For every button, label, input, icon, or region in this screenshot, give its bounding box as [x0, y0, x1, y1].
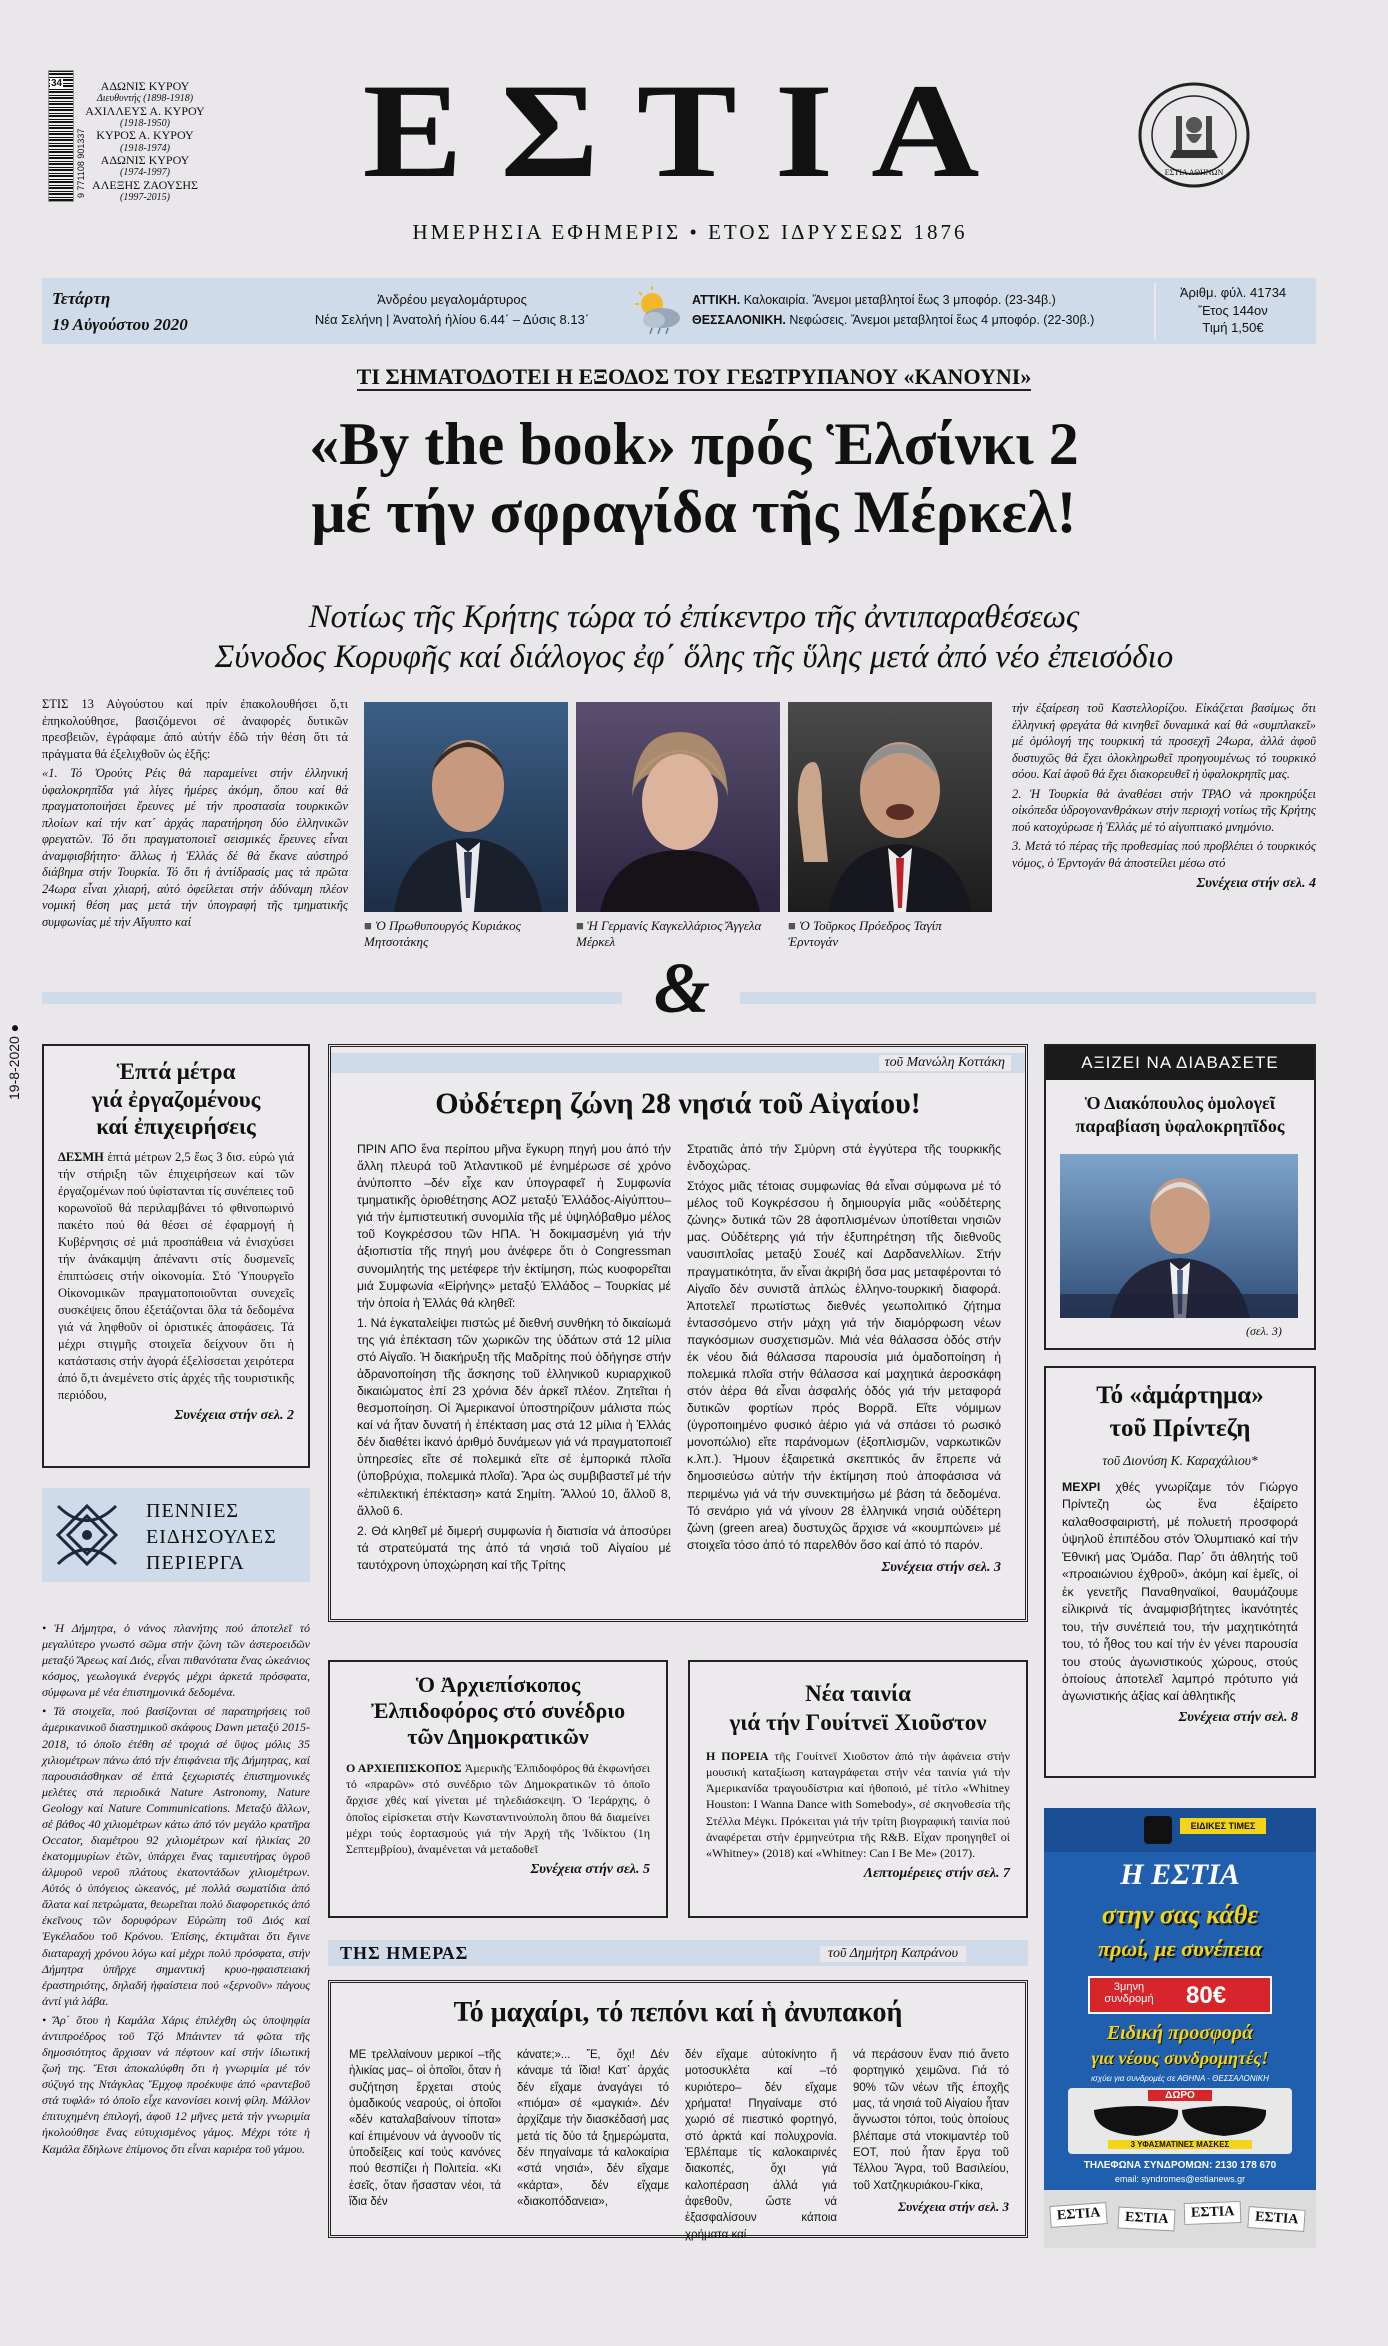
buffer-zone-article [328, 1044, 1028, 1622]
pennies-ornament-icon [54, 1502, 120, 1568]
houston-body: Η ΠΟΡΕΙΑ τῆς Γουίτνεϊ Χιοῦστον ἀπό τήν ἀφάνεια στήν μουσική καταξίωση καταγράφεται στήν νέα ταινία γιά τήν Ἀμερικανίδα τραγουδίστρια καί ἠθοποιό, μέ τίτλο «Whitney Houston: I Wanna Dance with Somebody», σέ σκηνοθεσία τῆς Στέλλα Μέγκι. Πρόκειται γιά τήν τρίτη βιογραφική ταινία πού ἀναφέρεται στήν ἐρμηνεύτρια τῆς R&B. Εἶχαν προηγηθεῖ οἱ «Whitney» (2018) καί «Whitney: Can I Be Me» (2017). [706, 1748, 1011, 1861]
ad-line-2: στην σας κάθε [1101, 1900, 1259, 1929]
continued-link[interactable]: Λεπτομέρειες στήν σελ. 7 [863, 1865, 1010, 1881]
printezis-body: ΜΕΧΡΙ χθές γνωρίζαμε τόν Γιώργο Πρίντεζη ὡς ἕνα ἐξαίρετο καλαθοσφαιριστή, μέ πολυετή προσφορά ὑψηλοῦ ἐπιπέδου στόν Ὀλυμπιακό καί τήν Ἐθνική μας Ὁμάδα. Παρ΄ ὅτι ἀθλητής τοῦ «προαιώνιου ἐχθροῦ», ἀκόμη καί ἐμεῖς, οἱ ἐκ γενετῆς Παναθηναϊκοί, θαυμάζουμε εἰλικρινά τίς ἀναμφισβήτητες ἱκανότητές του, τήν συνέπειά του, τήν μαχητικότητά του, τό ἦθος του καί τήν ἐν γένει παρουσία του στούς ἀγωνιστικούς χώρους, στούς ὁποίους ἀποτελεῖ λαμπρό πρότυπο γιά ἀγωνιστικής ἀξίας καί ἀθλητικῆς [1062, 1480, 1298, 1704]
ad-line-1: Η ΕΣΤΙΑ [1120, 1858, 1240, 1891]
issue-info: Ἀριθμ. φύλ. 41734 Ἔτος 144ον Τιμή 1,50€ [1154, 282, 1310, 340]
today-article [328, 1980, 1028, 2241]
buffer-zone-byline: τοῦ Μανώλη Κοττάκη [879, 1055, 1011, 1071]
lead-subheadline: Νοτίως τῆς Κρήτης τώρα τό ἐπίκεντρο τῆς ἀντιπαραθέσεως Σύνοδος Κορυφῆς καί διάλογος ἐφ΄ ὅλης τῆς ὕλης μετά ἀπό νέο ἐπεισόδιο [214, 599, 1174, 675]
seal-emblem [1136, 80, 1252, 190]
must-read-label: ΑΞΙΖΕΙ ΝΑ ΔΙΑΒΑΣΕΤΕ [1046, 1046, 1314, 1080]
ad-gift-panel [1068, 2088, 1292, 2154]
pennies-body: • Ἡ Δήμητρα, ὁ νάνος πλανήτης πού ἀποτελεῖ τό μεγαλύτερο γνωστό σῶμα στήν ζώνη τῶν ἀστεροειδῶν μεταξύ Ἄρεως καί Διός, εἶναι πιθανότατα ἕνας ὠκεάνιος κόσμος, γεωλογικά ἐνεργός μέχρι ἀρκετά πρόσφατα, σύμφωνα μέ νέα ἐπιστημονικά δεδομένα. • Τά στοιχεῖα, πού βασίζονται σέ παρατηρήσεις τοῦ ἀμερικανικοῦ διαστημικοῦ σκάφους Dawn μεταξύ 2015-2018, τό ὁποῖο ἐτέθη σέ τροχιά σέ ὕψος μόλις 35 χιλιομέτρων πάνω ἀπό τήν ἐπιφάνεια τῆς Δήμητρας, καί παρουσιάσθηκαν σέ ἑπτά ξεχωριστές ἐπιστημονικές μελέτες στά περιοδικά Nature Astronomy, Nature Geology καί Nature Communications. Μεταξύ ἄλλων, σέ βάθος 40 χιλιομέτρων κάτω ἀπό τόν μεγάλο κρατῆρα Occator, διαμέτρου 92 χιλιομέτρων καί ἡλικίας 20 ἑκατομμυρίων ἐτῶν, ὑπάρχει ἕνας ταμιευτήρας ὑγροῦ ἁλμυροῦ νεροῦ πλάτους ἑκατοντάδων χιλιομέτρων. Αὐτός ὁ ὑπόγειος ὠκεανός, μέ πολλά σωματίδια ἀπό ἅλατα καί πετρώματα, θεωρεῖται πολύ διαφορετικός ἀπό ἐκεῖνους τῶν δορυφόρων Εὐρώπη τοῦ Διός καί Ἐγκέλαδου τοῦ Κρόνου. Ἐπίσης, ἐκτιμᾶται ὅτι ἔγινε διαταραχή χρόνου λόγω καί μέχρι πολύ πρόσφατα, στήν Δήμητρα ὑπῆρχε σημαντική κρυο-ηφαιστειακή ἐραστηριότης, δηλαδή ἠφαίστεια πού «ξερνοῦν» πάγους ἀντί γιά λάβα. • Ἄρ΄ ὅτου ἡ Καμάλα Χάρις ἐπιλέχθη ὡς ὑποψηφία ἀντιπροέδρος τοῦ Τζό Μπάιντεν τά φῶτα τῆς δημοσιότητος ἄρχισαν νά πέφτουν καί στήν ἰδιωτική ζωή της. Ἔτσι ἀποκαλύφθη ὅτι ἡ γνωριμία μέ τόν σύζυγό της Ντάγκλας Ἔμχοφ προέκυψε ἀπό «ραντεβοῦ στά τυφλά» τό ὁποῖο εἶχε κανονίσει κοινή φίλη. Μάλλον ἐπιτυχημένη ἐπιλογή, ἀφοῦ 12 μῆνες μετά τήν γνωριμία ἠκολούθησε ἕνας εὐτυχισμένος γάμος. Μέχρι τότε ἡ Καμάλα ἔδηλωνε ἐπίμονος ὅτι εἶναι καριέρα τοῦ γάμου. [42, 1621, 310, 2156]
archbishop-title: Ὁ Ἀρχιεπίσκοπος Ἐλπιδοφόρος στό συνέδριο τῶν Δημοκρατικῶν [370, 1672, 626, 1749]
houston-title: Νέα ταινία γιά τήν Γουίτνεϊ Χιοῦστον [729, 1681, 987, 1735]
ad-newspaper-strip [1044, 2190, 1316, 2248]
ad-price-box [1088, 1976, 1272, 2014]
issue-badge: 34 [51, 78, 63, 89]
weather-block: ΑΤΤΙΚΗ. Καλοκαιρία. Ἄνεμοι μεταβλητοί ἕως 3 μποφόρ. (23-34β.) ΘΕΣΣΑΛΟΝΙΚΗ. Νεφώσεις. Ἄνεμοι μεταβλητοί ἕως 4 μποφόρ. (22-30β.) [692, 293, 1095, 327]
seal-text: ΕΣΤΙΑ ΑΘΗΝΩΝ [1164, 168, 1224, 177]
founder: ΑΧΙΛΛΕΥΣ Α. ΚΥΡΟΥ (1918-1950) [85, 103, 205, 130]
subscription-ad[interactable] [1044, 1808, 1316, 2248]
founder: ΚΥΡΟΣ Α. ΚΥΡΟΥ (1918-1974) [96, 128, 194, 154]
lead-left-column: ΣΤΙΣ 13 Αὐγούστου καί πρίν ἐπακολουθήσει ὅ,τι ἐπηκολούθησε, βασιζόμενοι σέ ἀναφορές δυτικῶν πρεσβειῶν, ἐγράφαμε ἀπό αὐτήν ἐδῶ τήν θέση ὅτι τά πράγματα θά ἐξελιχθοῦν ὡς ἑξῆς: «1. Τό Ὀρούτς Ρέις θά παραμείνει στήν ἑλληνική ὑφαλοκρηπῖδα γιά λίγες ἡμέρες ἀκόμη, ὅπου καί θά πραγματοποιήσει ἔρευνες μέ τήν προστασία τουρκικῶν πλοίων καί τήν κατ΄ ἀρχάς παρατήρηση δύο ἑλληνικῶν φρεγατῶν. Τό ὅτι πραγματοποιεῖ σεισμικές ἔρευνες εἶναι ἀναμφισβήτητο· ἄλλως ἡ Ἑλλάς δέ θά ἔκανε αὐστηρό διάβημα στήν Τουρκία. Τό ὅτι ἡ ἀντίδρασίς μας τά πρῶτα 24ωρα εἶναι χλιαρή, αὐτό ὀφείλεται στήν ἀδύναμη πλέον νομική θέση μας μετά τήν ὑπογραφή τῆς τμηματικῆς συμφωνίας μέ τήν Αἴγυπτο καί [42, 697, 348, 929]
buffer-zone-title: Οὐδέτερη ζώνη 28 νησιά τοῦ Αἰγαίου! [435, 1087, 921, 1120]
ad-gift-item: 3 ΥΦΑΣΜΑΤΙΝΕΣ ΜΑΣΚΕΣ [1108, 2140, 1252, 2149]
ad-strip-paper: ΕΣΤΙΑ [1184, 2201, 1242, 2225]
measures-title: Ἑπτά μέτρα γιά ἐργαζομένους καί ἐπιχειρήσεις [91, 1059, 261, 1140]
barcode-number: 9 771108 901337 [76, 128, 86, 198]
photo-caption-mitsotakis: ■ Ὁ Πρωθυπουργός Κυριάκος Μητσοτάκης [364, 918, 521, 950]
continued-link[interactable]: Συνέχεια στήν σελ. 8 [1178, 1709, 1298, 1725]
photo-caption-erdogan: ■ Ὁ Τοῦρκος Πρόεδρος Ταγίπ Ἐρντογάν [788, 918, 942, 950]
ad-phone[interactable]: ΤΗΛΕΦΩΝΑ ΣΥΝΔΡΟΜΩΝ: 2130 178 670 [1083, 2160, 1277, 2171]
lead-kicker: ΤΙ ΣΗΜΑΤΟΔΟΤΕΙ Η ΕΞΟΔΟΣ ΤΟΥ ΓΕΩΤΡΥΠΑΝΟΥ «ΚΑΝΟΥΝΙ» [356, 364, 1032, 389]
printezis-title: Τό «ἁμάρτημα» τοῦ Πρίντεζη [1096, 1382, 1264, 1442]
ad-price: 80€ [1186, 1982, 1227, 2009]
continued-link[interactable]: Συνέχεια στήν σελ. 2 [174, 1407, 294, 1423]
pennies-title: ΠΕΝΝΙΕΣ ΕΙΔΗΣΟΥΛΕΣ ΠΕΡΙΕΡΓΑ [146, 1500, 277, 1574]
ad-line-3: πρωί, με συνέπεια [1098, 1936, 1262, 1961]
date-block: Τετάρτη 19 Αὐγούστου 2020 [52, 289, 188, 334]
founder: ΑΔΩΝΙΣ ΚΥΡΟΥ Διευθυντής (1898-1918) [96, 79, 194, 105]
ad-gift-label: ΔΩΡΟ [1148, 2090, 1212, 2101]
ad-price-label: 3μηνη συνδρομή [1104, 1981, 1154, 2006]
lead-headline: «By the book» πρός Ἑλσίνκι 2 μέ τήν σφραγίδα τῆς Μέρκελ! [309, 411, 1079, 546]
ad-strip-paper: ΕΣΤΙΑ [1117, 2207, 1175, 2232]
masthead [40, 56, 1350, 260]
archbishop-body: Ο ΑΡΧΙΕΠΙΣΚΟΠΟΣ Ἀμερικῆς Ἐλπιδοφόρος θά ἐκφωνήσει τό «πραρῶν» στό συνέδριο τῶν Δημοκρατικῶν τό ὁποῖο ἄρχισε χθές καί γίνεται μέ τηλεδιάσκεψη. Ὁ Ἱεράρχης, ὁ ὁποῖος εἰρίσκεται στήν Κωνσταντινούπολη ὅπου θά διαμείνει μέχρι τούς ἑορτασμούς γιά τήν Ἀρχή τῆς Ἰνδίκτου (1η Σεπτεμβρίου), ἀναμένεται νά μεταδοθεῖ [346, 1760, 651, 1857]
ad-strip-paper: ΕΣΤΙΑ [1247, 2206, 1306, 2232]
newspaper-subtitle: ΗΜΕΡΗΣΙΑ ΕΦΗΜΕΡΙΣ • ΕΤΟΣ ΙΔΡΥΣΕΩΣ 1876 [412, 220, 968, 244]
photo-caption-merkel: ■ Ἡ Γερμανίς Καγκελλάριος Ἄγγελα Μέρκελ [576, 918, 762, 950]
continued-link[interactable]: Συνέχεια στήν σελ. 3 [898, 2198, 1009, 2214]
must-read-photo-caption: (σελ. 3) [1246, 1324, 1282, 1338]
photo-mitsotakis [364, 702, 568, 912]
pennies-header [42, 1488, 310, 1582]
lead-right-column: τήν ἐξαίρεση τοῦ Καστελλορίζου. Εἰκάζεται βασίμως ὅτι ἑλληνική φρεγάτα θά κινηθεῖ δυναμικά καί θά «συμπλακεῖ» μέ ὁμόλογή της τουρκική τά προσεχῆ 24ωρα, ἀλλά ἀφοῦ δυστυχῶς θά ἔχει ὁλοκληρωθεῖ προηγουμένως τό τουρκικό σόου. Καί ἀφοῦ θά ἔχει διακορευθεῖ ἡ ὑφαλοκρηπῖς μας. 2. Ἡ Τουρκία θά ἀναθέσει στήν TPAO νά προκηρύξει οἰκόπεδα ὑδρογονανθράκων στήν περιοχή νοτίως τῆς Κρήτης πού κατοχύρωσε ἡ Ἑλλάς μέ τό αἰγυπτιακό μνημόνιο. 3. Μετά τό πέρας τῆς προθεσμίας πού προβλέπει ὁ τουρκικός νόμος, ὁ Ἐρντογάν θά ἀποστείλει μέσω στό Συνέχεια στήν σελ. 4 [1012, 700, 1316, 893]
newspaper-title: ΕΣΤΙΑ [362, 56, 1018, 206]
almanac-block: Ἀνδρέου μεγαλομάρτυρος Νέα Σελήνη | Ἀνατολή ἡλίου 6.44΄ – Δύσις 8.13΄ [314, 292, 590, 328]
founder: ΑΛΕΞΗΣ ΖΑΟΥΣΗΣ (1997-2015) [92, 177, 198, 203]
measures-article [42, 1044, 310, 1468]
today-byline: τοῦ Δημήτρη Καπράνου [820, 1946, 966, 1962]
continued-link[interactable]: Συνέχεια στήν σελ. 5 [530, 1861, 650, 1877]
founders-list [80, 80, 210, 203]
ad-logo-icon [1144, 1816, 1172, 1844]
measures-body: ΔΕΣΜΗ ἑπτά μέτρων 2,5 ἕως 3 δισ. εὐρώ γιά τήν στήριξη τῶν ἐπιχειρήσεων καί τῶν ἐργαζομένων πού ὑφίστανται τίς συνέπειες τοῦ κορωνοϊοῦ θά περιλαμβάνει τό φθινοπωρινό πακέτο πού θά θέσει σέ ἐφαρμογή ἡ Κυβέρνησις σέ μιά προσπάθεια νά ἐνισχύσει τήν ἀνάκαμψη ἀπέναντι στίς δυσμενεῖς ἐπιπτώσεις στήν οἰκονομία. Στό Ὑπουργεῖο Οἰκονομικῶν πραγματοποιοῦνται συνεχεῖς συσκέψεις ὅπου ἐξετάζονται ὅλα τά δεδομένα γιά νά ληφθοῦν οἱ ὁριστικές ἀποφάσεις. Τά μέχρι στιγμῆς στοιχεῖα δείχνουν ὅτι ἡ κατάστασις στήν ἀγορά ἐξελίσσεται χειρότερα ἀπό ὅ,τι ἀνεμένετο στίς ἀρχές τῆς τουριστικῆς περιόδου, [58, 1149, 295, 1402]
founder: ΑΔΩΝΙΣ ΚΥΡΟΥ (1974-1997) [100, 152, 190, 179]
barcode [48, 70, 74, 202]
today-title: Τό μαχαίρι, τό πεπόνι καί ἡ ἀνυπακοή [453, 1997, 903, 2028]
section-divider-right [740, 992, 1316, 1004]
photo-erdogan [788, 702, 992, 912]
houston-article [688, 1660, 1028, 1918]
ad-strip-paper: ΕΣΤΙΑ [1049, 2202, 1108, 2228]
buffer-zone-col2: Στρατιᾶς ἀπό τήν Σμύρνη στά ἐγγύτερα τῆς τουρκικῆς ἐνδοχώρας. Στόχος μιᾶς τέτοιας συμφωνίας θά εἶναι σύμφωνα μέ τό μέλος τοῦ Κογκρέσσου ἡ δημιουργία μιᾶς «οὐδέτερης ζώνης» δυτικά τῶν 28 ἀφοπλισμένων ὑποτίθεται νησιῶν μας. Οὐδέτερης γιά τήν ἐξυπηρέτηση τῆς διεθνοῦς ναυσιπλοΐας μεταξύ Σουέζ καί Δαρδανελλίων. Στήν πραγματικότητα, ἄν εἶναι ἀκριβή ὅσα μας μεταφέρονται τό Αἰγαῖο δέν συνιστᾶ ἁπλώς ἑλληνο-τουρκική διαφορά. Ἀποτελεῖ πρωτίστως διεθνές γεωπολιτικό ζήτημα ἐντασσόμενο στήν μάχη γιά τήν διαμόρφωση νέων παγκόσμιων συσχετισμῶν. Μιά νέα θάλασσα ὁδός στήν ἐκ νέου διά θάλασσα παρουσία μιά ὁμαδοποίηση ἡ πολεμικά πλοῖα στήν θάλασσα καί μαχητικά ἀεροσκάφη στόν ἀέρα θά εἶναι ἀσφαλής ὁδός γιά τήν μεταφορά δυτικῶν φορτίων πρός Βορρᾶ. Εἴτε νόμιμων (ὑγροποιημένο φυσικό ἀέριο γιά νά σπάσει τό ρωσικό μονοπώλιο) εἴτε παράνομων (ἐξοπλισμῶν, ναρκωτικῶν κ.λπ.). Ἡμουν ἐξαιρετικά σκεπτικός ἄν ἔπρεπε νά δημοσιεύσω αὐτήν τήν ἐκτίμηση πού ἀποφάσισα νά περιμένω γιά νά τήν συνεκτιμήσω μέ βάση τά δεδομένα. Τό σενάριο γιά νά γίνουν 28 ἑλληνικά νησιά οὐδέτερη ζώνη (green area) δυστυχῶς ἄρχισε νά «κουμπώνει» μέ στοιχεῖα τόσο ἀπό τό παρελθόν ὅσο καί ἀπό τό παρόν. Συνέχεια στήν σελ. 3 [687, 1141, 1001, 1577]
continued-link[interactable]: Συνέχεια στήν σελ. 3 [881, 1559, 1001, 1575]
printezis-article [1044, 1366, 1316, 1778]
today-col3: δέν εἴχαμε αὐτοκίνητο ἤ μοτοσυκλέτα καί –τό κυριότερο– δέν εἴχαμε χρήματα! Πηγαίναμε στό χωριό σέ πιεστικό φορτηγό, στό ἀρκτά καί πολυχρονία. Ἐβλέπαμε τίς καλοκαιρινές διακοπές, ὄχι γιά καλοπέραση ἀλλά γιά ἀφεθοῦν, ὥστε νά ἐξασφαλίσουν κάποια χρήματα καί [685, 2049, 837, 2241]
ad-offer-note: ισχύει για συνδρομές σε ΑΘΗΝΑ - ΘΕΣΣΑΛΟΝΙΚΗ [1091, 2074, 1269, 2083]
photo-merkel [576, 702, 780, 912]
ad-email[interactable]: email: syndromes@estianews.gr [1114, 2174, 1246, 2184]
today-col4: νά περάσουν ἕναν πιό ἄνετο φορτηγικό χειμῶνα. Γιά τό 90% τῶν νέων τῆς ἐποχῆς μας, τά νησιά τοῦ Αἰγαίου ἦταν ἄγνωστοι τόποι, τούς ὁποίους βλέπαμε στά ντοκιμαντέρ τοῦ ΕΟΤ, πού ἦταν ἔργα τοῦ Τέλλου Ἄγρα, τοῦ Βασιλείου, τοῦ Χατζηκυριάκου-Γκίκα, Συνέχεια στήν σελ. 3 [853, 2047, 1009, 2216]
buffer-zone-col1: ΠΡΙΝ ΑΠΟ ἕνα περίπου μῆνα ἔγκυρη πηγή μου ἀπό τήν ἄλλη πλευρά τοῦ Ἀτλαντικοῦ μέ ἐνημέρωσε σέ χρόνο ἀνύποπτο –δέν εἶχε καν ὑπογραφεῖ ἡ Συμφωνία τμηματικῆς ὁριοθέτησης ΑΟΖ μεταξύ Ἑλλάδος-Αἰγύπτου– γιά τήν ἐμπιστευτική συνομιλία τῆς μέ ὑψηλόβαθμο μέλος τοῦ Κογκρέσσου τῶν ΗΠΑ. Ἡ δοκιμασμένη γιά τήν ἀξιοπιστία τῆς πηγή μου ἀνέφερε ὅτι ὁ Congressman συνομιλητής της μετέφερε τήν ἐκτίμηση, πώς κυοφορεῖται μιά Συμφωνία «Εἰρήνης» μεταξύ Ἑλλάδος – Τουρκίας μέ τήν ὁποία ἡ Ἑλλάς θά κληθεῖ: 1. Νά ἐγκαταλείψει πιστώς μέ διεθνή συνθήκη τό δικαίωμά της γιά ἐπέκταση τῶν χωρικῶν της ὑδάτων στά 12 μίλια στό Αἰγαῖο. Ἡ διακήρυξη τῆς Μαδρίτης πού ὁδήγησε στήν ἀδρανοποίηση τῆς ἄσκησης τοῦ ἑλληνικοῦ κυριαρχικοῦ δικαιώματος ἐπί 23 χρόνια δέν ἀρκεῖ πλέον. Ζητεῖται ἡ θεσμοποίηση. Οἱ Ἀμερικανοί ὑποστηρίζουν μάλιστα πώς καί νά ἦταν δυνατή ἡ ἐπέκταση μας στά 12 μίλια ἡ Ἑλλάς δέν διαθέτει ἱκανό ἀριθμό δυνάμεων γιά νά πραγματοποιεῖ ὑπηρεσίες εἴτε σέ πολεμικά εἴτε σέ ἐμπορικά πλοῖα (ὑποβρύχια, πολεμικά πλοῖα). Ἄρα ὡς συμβιβαστεῖ μέ τήν «ἐπιλεκτική ἐπέκταση» κατά Σημίτη. Ἄλλού 10, ἄλλοῦ 8, ἄλλοῦ 6. 2. Θά κληθεῖ μέ διμερή συμφωνία ἡ διατισία νά ἀποσύρει τά στρατεύματά της ἀπό τά νησιά τοῦ Αἰγαίου μέ ταυτόχρονη ὑποχώρηση καί τῆς Τρίτης [357, 1142, 671, 1572]
today-col1: ΜΕ τρελλαίνουν μερικοί –τῆς ἡλικίας μας– οἱ ὁποῖοι, ὅταν ἡ συζήτηση ἔρχεται στούς ὁμαδικούς νεαρούς, οἱ ὁποῖοι «δέν καταλαβαίνουν τίποτα» καί ἐπιμένουν νά ἀγνοοῦν τίς ὑποδείξεις καί τούς κανόνες πού θεσπίζει ἡ Πολιτεία. «Κι ἐσεῖς, ὅταν ἤσασταν νέοι, τά ἴδια δέν [349, 2049, 501, 2208]
ad-top-badge: ΕΙΔΙΚΕΣ ΤΙΜΕΣ [1180, 1818, 1266, 1834]
ampersand-ornament: & [653, 948, 710, 1028]
section-divider-left [42, 992, 622, 1004]
info-bar [42, 278, 1316, 344]
weather-icon [630, 284, 686, 336]
printezis-byline: τοῦ Διονύση Κ. Καραχάλιου* [1102, 1453, 1258, 1468]
today-label: ΤΗΣ ΗΜΕΡΑΣ [340, 1943, 469, 1963]
continued-link[interactable]: Συνέχεια στήν σελ. 4 [1196, 876, 1316, 891]
ad-offer-1: Ειδική προσφορά [1106, 2022, 1254, 2044]
today-col2: κάνατε;»... Ἔ, ὄχι! Δέν κάναμε τά ἴδια! Κατ΄ ἀρχάς δέν εἴχαμε ἀναγάγει τό «πιόμα» σέ «μαγκιά». Δέν ἀρχίζαμε τήν διασκέδασή μας μετά τίς δύο τά ξημερώματα, δέν πηγαίναμε τά καλοκαίρια «στά νησιά», δέν εἴχαμε «κάρτα», δέν εἴχαμε «διακοπόδανεια», [517, 2049, 669, 2208]
ad-offer-2: για νέους συνδρομητές! [1091, 2048, 1269, 2068]
must-read-title: Ὁ Διακόπουλος ὁμολογεῖ παραβίαση ὑφαλοκρηπῖδος [1075, 1093, 1285, 1137]
must-read-photo[interactable] [1060, 1154, 1298, 1318]
must-read-box [1044, 1044, 1316, 1350]
archbishop-article [328, 1660, 668, 1918]
